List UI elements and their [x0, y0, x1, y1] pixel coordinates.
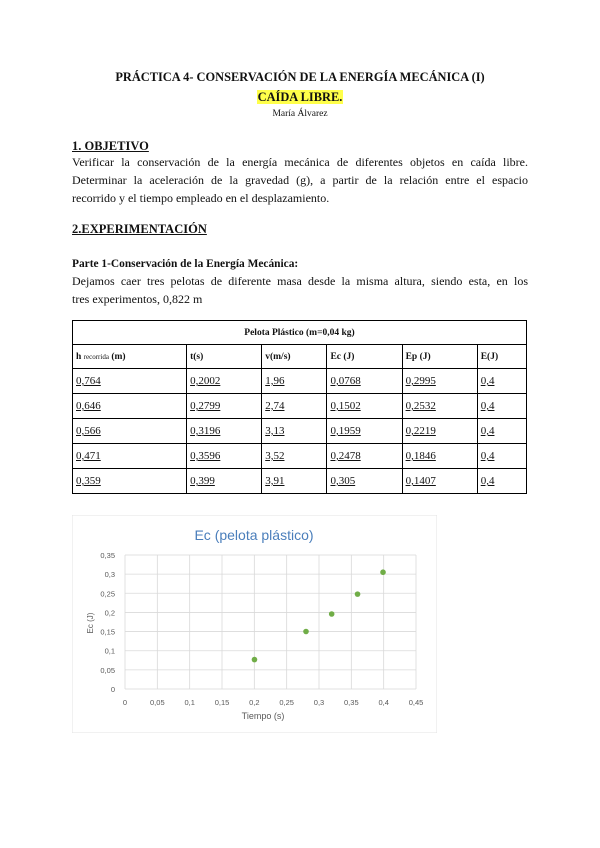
- table-cell: 0,359: [73, 469, 187, 494]
- x-tick-label: 0,35: [344, 698, 359, 707]
- y-tick-label: 0,05: [100, 665, 115, 675]
- table-cell: 3,13: [262, 419, 327, 444]
- table-caption-row: [73, 321, 527, 345]
- data-point: [380, 569, 386, 575]
- table-cell: 0,1959: [327, 419, 402, 444]
- table-cell: 0,2799: [187, 394, 262, 419]
- x-tick-label: 0,05: [150, 698, 165, 707]
- column-header: v(m/s): [262, 345, 327, 369]
- table-cell: 0,4: [477, 394, 526, 419]
- table-cell: 0,4: [477, 444, 526, 469]
- scatter-chart: [72, 515, 437, 733]
- x-tick-label: 0,15: [214, 698, 230, 707]
- table-row: [73, 394, 527, 419]
- experimentacion-paragraph: [72, 272, 528, 308]
- table-row: [73, 469, 527, 494]
- table-cell: 3,52: [262, 444, 327, 469]
- table-cell: 0,2219: [402, 419, 477, 444]
- x-tick-label: 0,25: [279, 698, 294, 707]
- author-name: María Álvarez: [272, 109, 328, 119]
- highlighted-subtitle: CAÍDA LIBRE.: [257, 90, 343, 104]
- table-cell: 0,2995: [402, 369, 477, 394]
- y-tick-label: 0,25: [100, 589, 115, 599]
- document-title: PRÁCTICA 4- CONSERVACIÓN DE LA ENERGÍA MECÁNICA (I): [115, 70, 485, 84]
- y-tick-label: 0,35: [100, 551, 115, 560]
- table-row: [73, 444, 527, 469]
- table-cell: 0,4: [477, 469, 526, 494]
- section-heading-experimentacion: 2.EXPERIMENTACIÓN: [72, 222, 207, 236]
- table-row: [73, 419, 527, 444]
- y-axis-label: Ec (J): [86, 612, 95, 634]
- header-main: h: [76, 351, 84, 362]
- x-tick-label: 0,1: [184, 698, 195, 707]
- column-header: Ec (J): [327, 345, 402, 369]
- column-header: [73, 345, 187, 369]
- paragraph-line: recorrido y el tiempo empleado en el desplazamiento.: [72, 191, 330, 205]
- table-cell: 1,96: [262, 369, 327, 394]
- column-header: E(J): [477, 345, 526, 369]
- table-cell: 0,2532: [402, 394, 477, 419]
- header-subscript: recorrida: [83, 352, 109, 361]
- table-cell: 0,4: [477, 369, 526, 394]
- data-table: [72, 320, 527, 494]
- table-cell: 2,74: [262, 394, 327, 419]
- document-subtitle: [0, 90, 600, 105]
- y-tick-label: 0,15: [100, 627, 115, 637]
- part1-title: Parte 1-Conservación de la Energía Mecánica:: [72, 258, 299, 270]
- section-heading-objetivo: 1. OBJETIVO: [72, 139, 149, 153]
- paragraph-line: Determinar la aceleración de la gravedad (g), a partir de la relación entre el espacio: [72, 173, 528, 187]
- chart-svg: [72, 515, 437, 733]
- data-point: [355, 591, 361, 597]
- y-tick-label: 0: [110, 685, 115, 694]
- column-header: t(s): [187, 345, 262, 369]
- paragraph-line: Dejamos caer tres pelotas de diferente masa desde la misma altura, siendo esta, en los: [72, 274, 528, 288]
- x-tick-label: 0,2: [249, 698, 260, 707]
- x-tick-label: 0: [122, 698, 128, 707]
- y-tick-label: 0,2: [104, 608, 115, 618]
- paragraph-line: tres experimentos, 0,822 m: [72, 292, 203, 306]
- chart-title: Ec (pelota plástico): [194, 527, 314, 543]
- table-cell: 0,646: [73, 394, 187, 419]
- header-suffix: (m): [108, 351, 126, 362]
- objetivo-paragraph: [72, 153, 528, 207]
- x-tick-label: 0,45: [408, 698, 424, 707]
- table-cell: 0,2478: [327, 444, 402, 469]
- table-cell: 0,305: [327, 469, 402, 494]
- table-cell: 0,566: [73, 419, 187, 444]
- data-point: [303, 629, 309, 635]
- table-header-row: [73, 345, 527, 369]
- data-point: [329, 611, 335, 617]
- table-caption: Pelota Plástico (m=0,04 kg): [73, 321, 527, 345]
- table-cell: 0,2002: [187, 369, 262, 394]
- table-cell: 0,0768: [327, 369, 402, 394]
- y-tick-label: 0,3: [104, 570, 115, 580]
- x-tick-label: 0,3: [313, 698, 325, 707]
- table-cell: 0,3196: [187, 419, 262, 444]
- table-cell: 3,91: [262, 469, 327, 494]
- table-cell: 0,764: [73, 369, 187, 394]
- x-axis-label: Tiempo (s): [241, 711, 285, 721]
- table-cell: 0,471: [73, 444, 187, 469]
- table-cell: 0,1846: [402, 444, 477, 469]
- table-cell: 0,4: [477, 419, 526, 444]
- table-cell: 0,3596: [187, 444, 262, 469]
- table-row: [73, 369, 527, 394]
- table-cell: 0,1407: [402, 469, 477, 494]
- table-cell: 0,399: [187, 469, 262, 494]
- column-header: Ep (J): [402, 345, 477, 369]
- table-cell: 0,1502: [327, 394, 402, 419]
- x-tick-label: 0,4: [378, 698, 389, 707]
- y-tick-label: 0,1: [104, 646, 115, 656]
- paragraph-line: Verificar la conservación de la energía mecánica de diferentes objetos en caída libre.: [72, 155, 528, 169]
- data-point: [252, 657, 258, 663]
